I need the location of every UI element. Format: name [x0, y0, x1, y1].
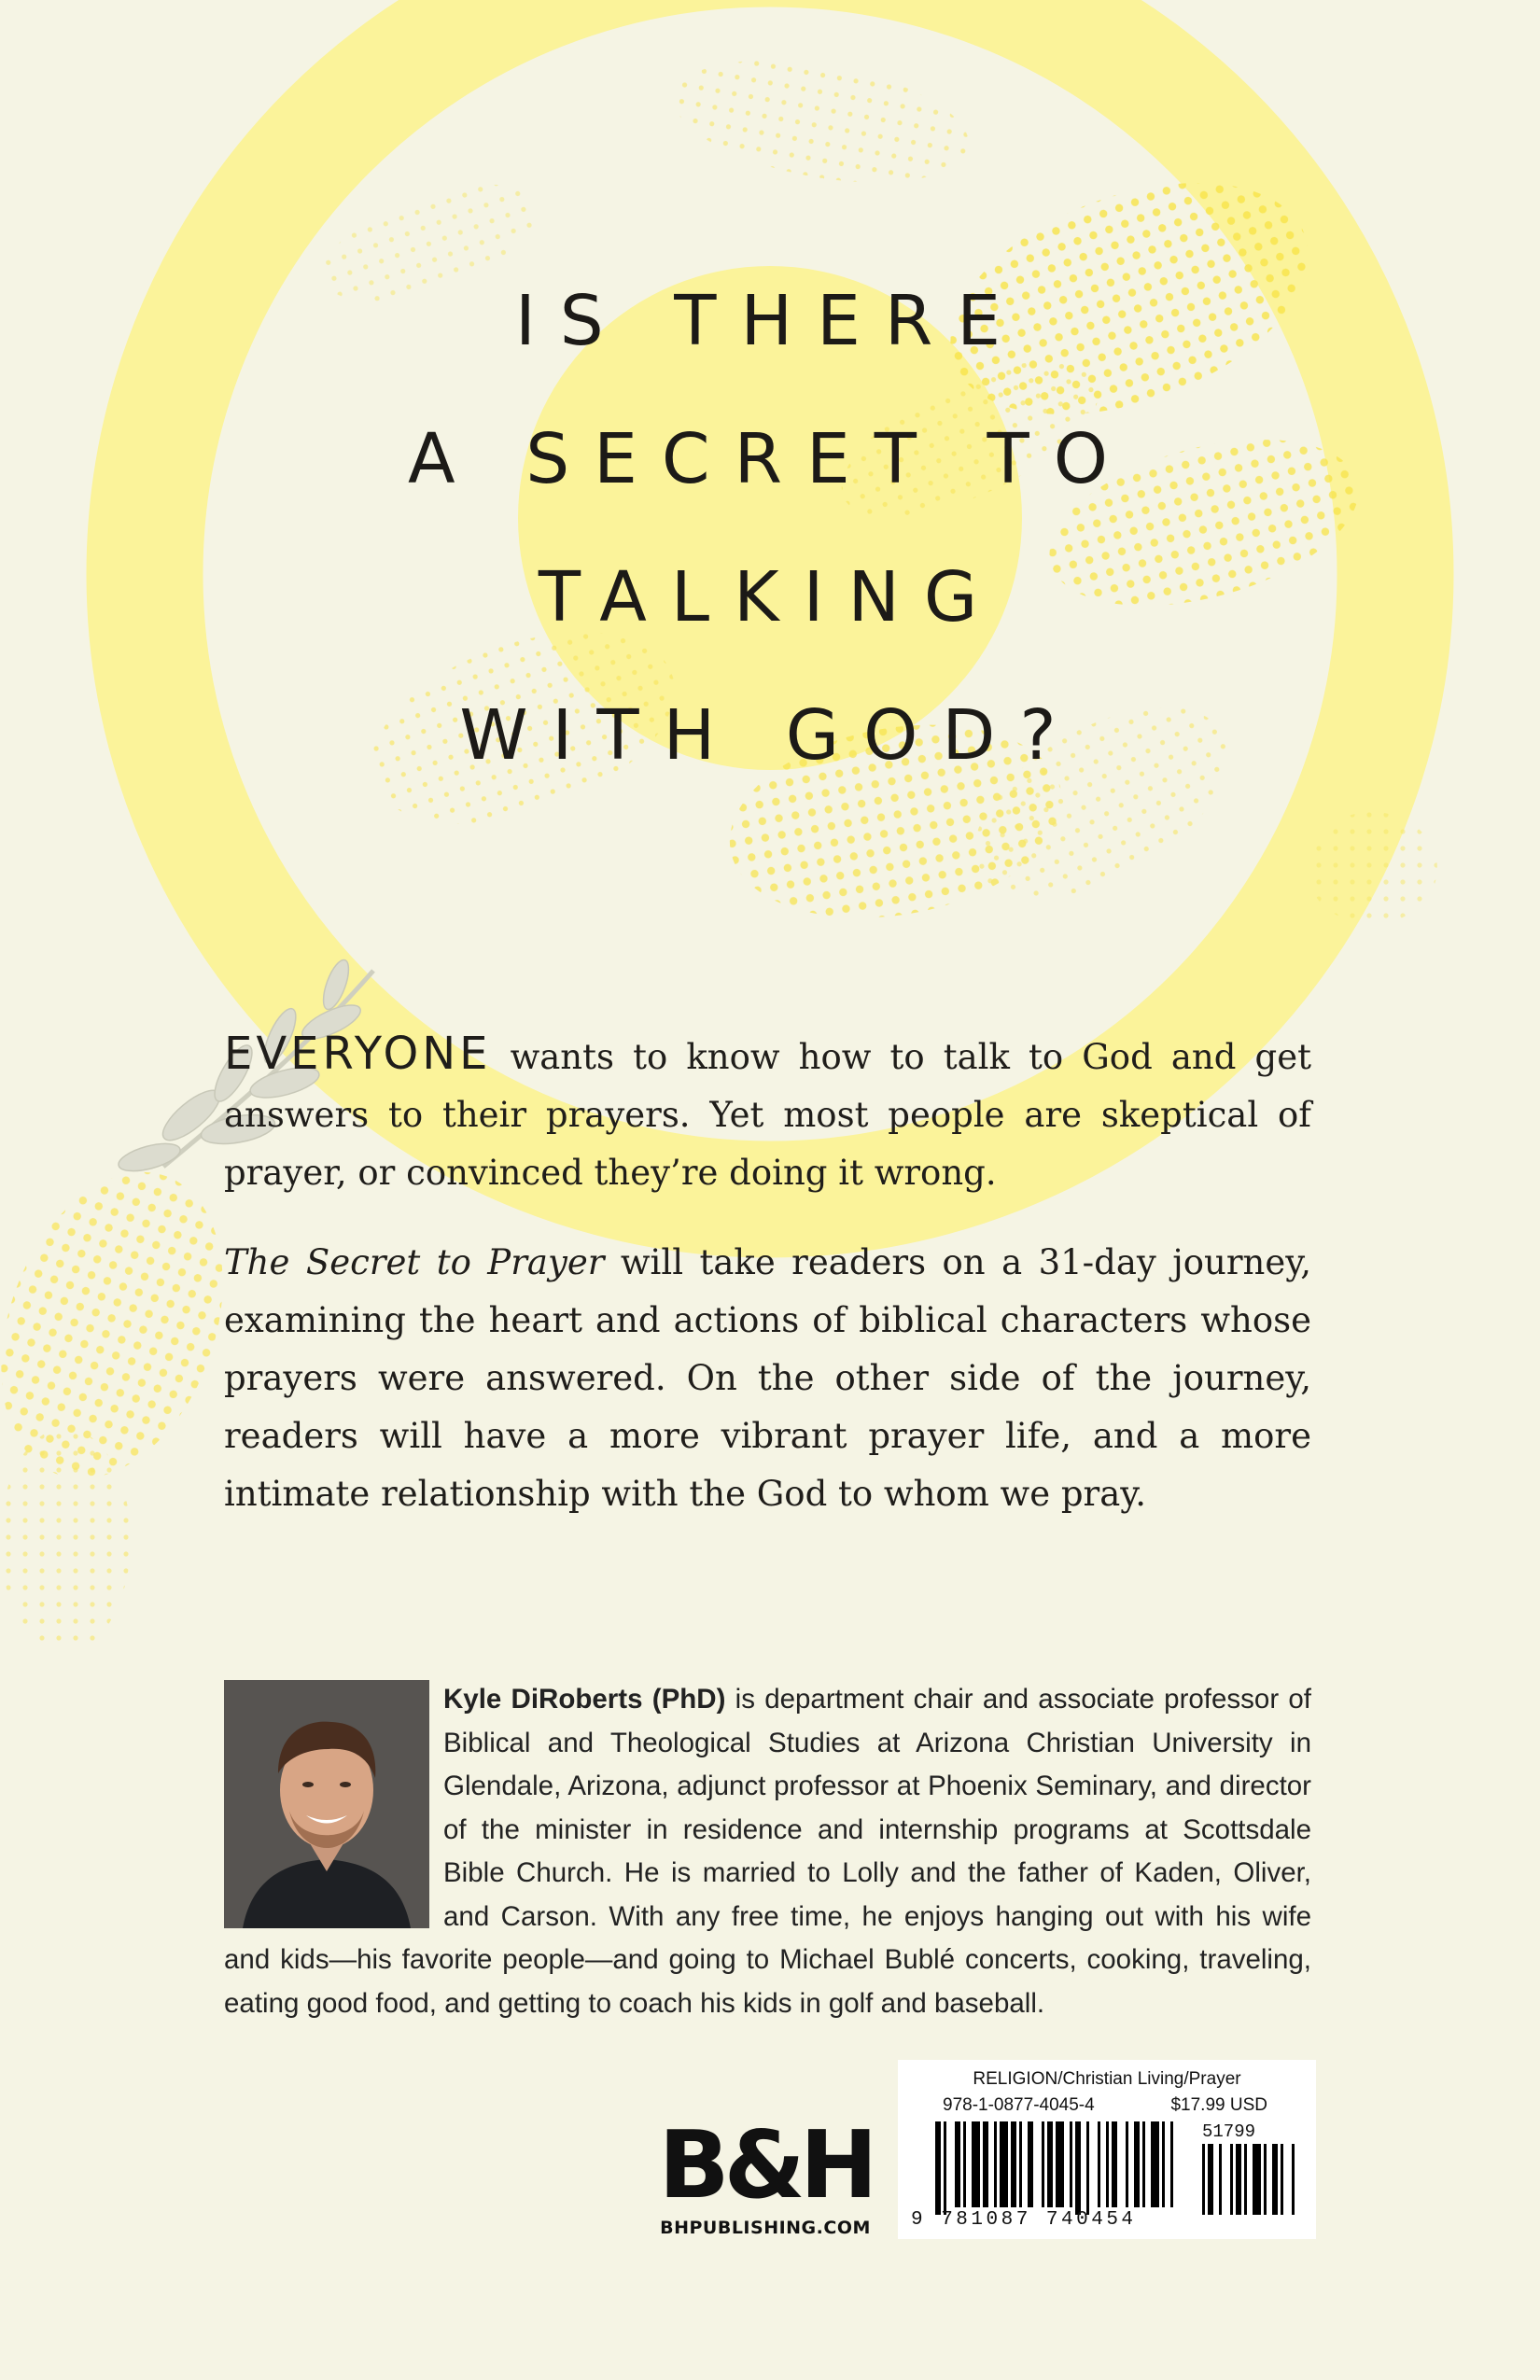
barcode-box — [898, 2060, 1316, 2239]
publisher-logo-mark: B&H — [658, 2110, 873, 2219]
lead-word: EVERYONE — [224, 1028, 492, 1080]
author-bio — [224, 1678, 1311, 2025]
publisher-logo — [653, 2110, 877, 2238]
description-paragraph-2 — [224, 1234, 1311, 1523]
headline-line-4: WITH GOD? — [459, 695, 1081, 776]
isbn-text: 978-1-0877-4045-4 — [943, 2095, 1095, 2115]
headline-line-1: IS THERE — [514, 281, 1026, 361]
headline-line-2: A SECRET TO — [408, 419, 1132, 499]
book-title: The Secret to Prayer — [224, 1242, 605, 1282]
paragraph-1-text: wants to know how to talk to God and get answers to their prayers. Yet most people are skeptical of prayer, or convinced they’re doing it wrong. — [224, 1037, 1311, 1193]
paragraph-2-text: will take readers on a 31-day journey, examining the heart and actions of biblical characters whose prayers were answered. On the other side of the journey, readers will have a more vibrant prayer life, and a more intimate relationship with the God to whom we pray. — [224, 1242, 1311, 1514]
headline-line-3: TALKING — [538, 557, 1002, 637]
headline — [0, 252, 1540, 805]
price-text: $17.99 USD — [1170, 2095, 1267, 2115]
price-addon-code: 51799 — [1202, 2121, 1256, 2142]
description-paragraph-1 — [224, 1025, 1311, 1202]
barcode-digits: 9 781087 740454 — [911, 2209, 1137, 2231]
bisac-category: RELIGION/Christian Living/Prayer — [973, 2069, 1241, 2089]
author-bio-text: is department chair and associate professor of Biblical and Theological Studies at Arizona Christian University in Glendale, Arizona, adjunct professor at Phoenix Seminary, and director of the minister in residence and internship programs at Scottsdale Bible Church. He is married to Lolly and the father of Kaden, Oliver, and Carson. With any free time, he enjoys hanging out with his wife and kids—his favorite people—and going to Michael Bublé concerts, cooking, traveling, eating good food, and getting to coach his kids in golf and baseball. — [224, 1684, 1311, 2019]
publisher-url: BHPUBLISHING.COM — [660, 2218, 871, 2238]
author-name: Kyle DiRoberts (PhD) — [443, 1684, 726, 1715]
